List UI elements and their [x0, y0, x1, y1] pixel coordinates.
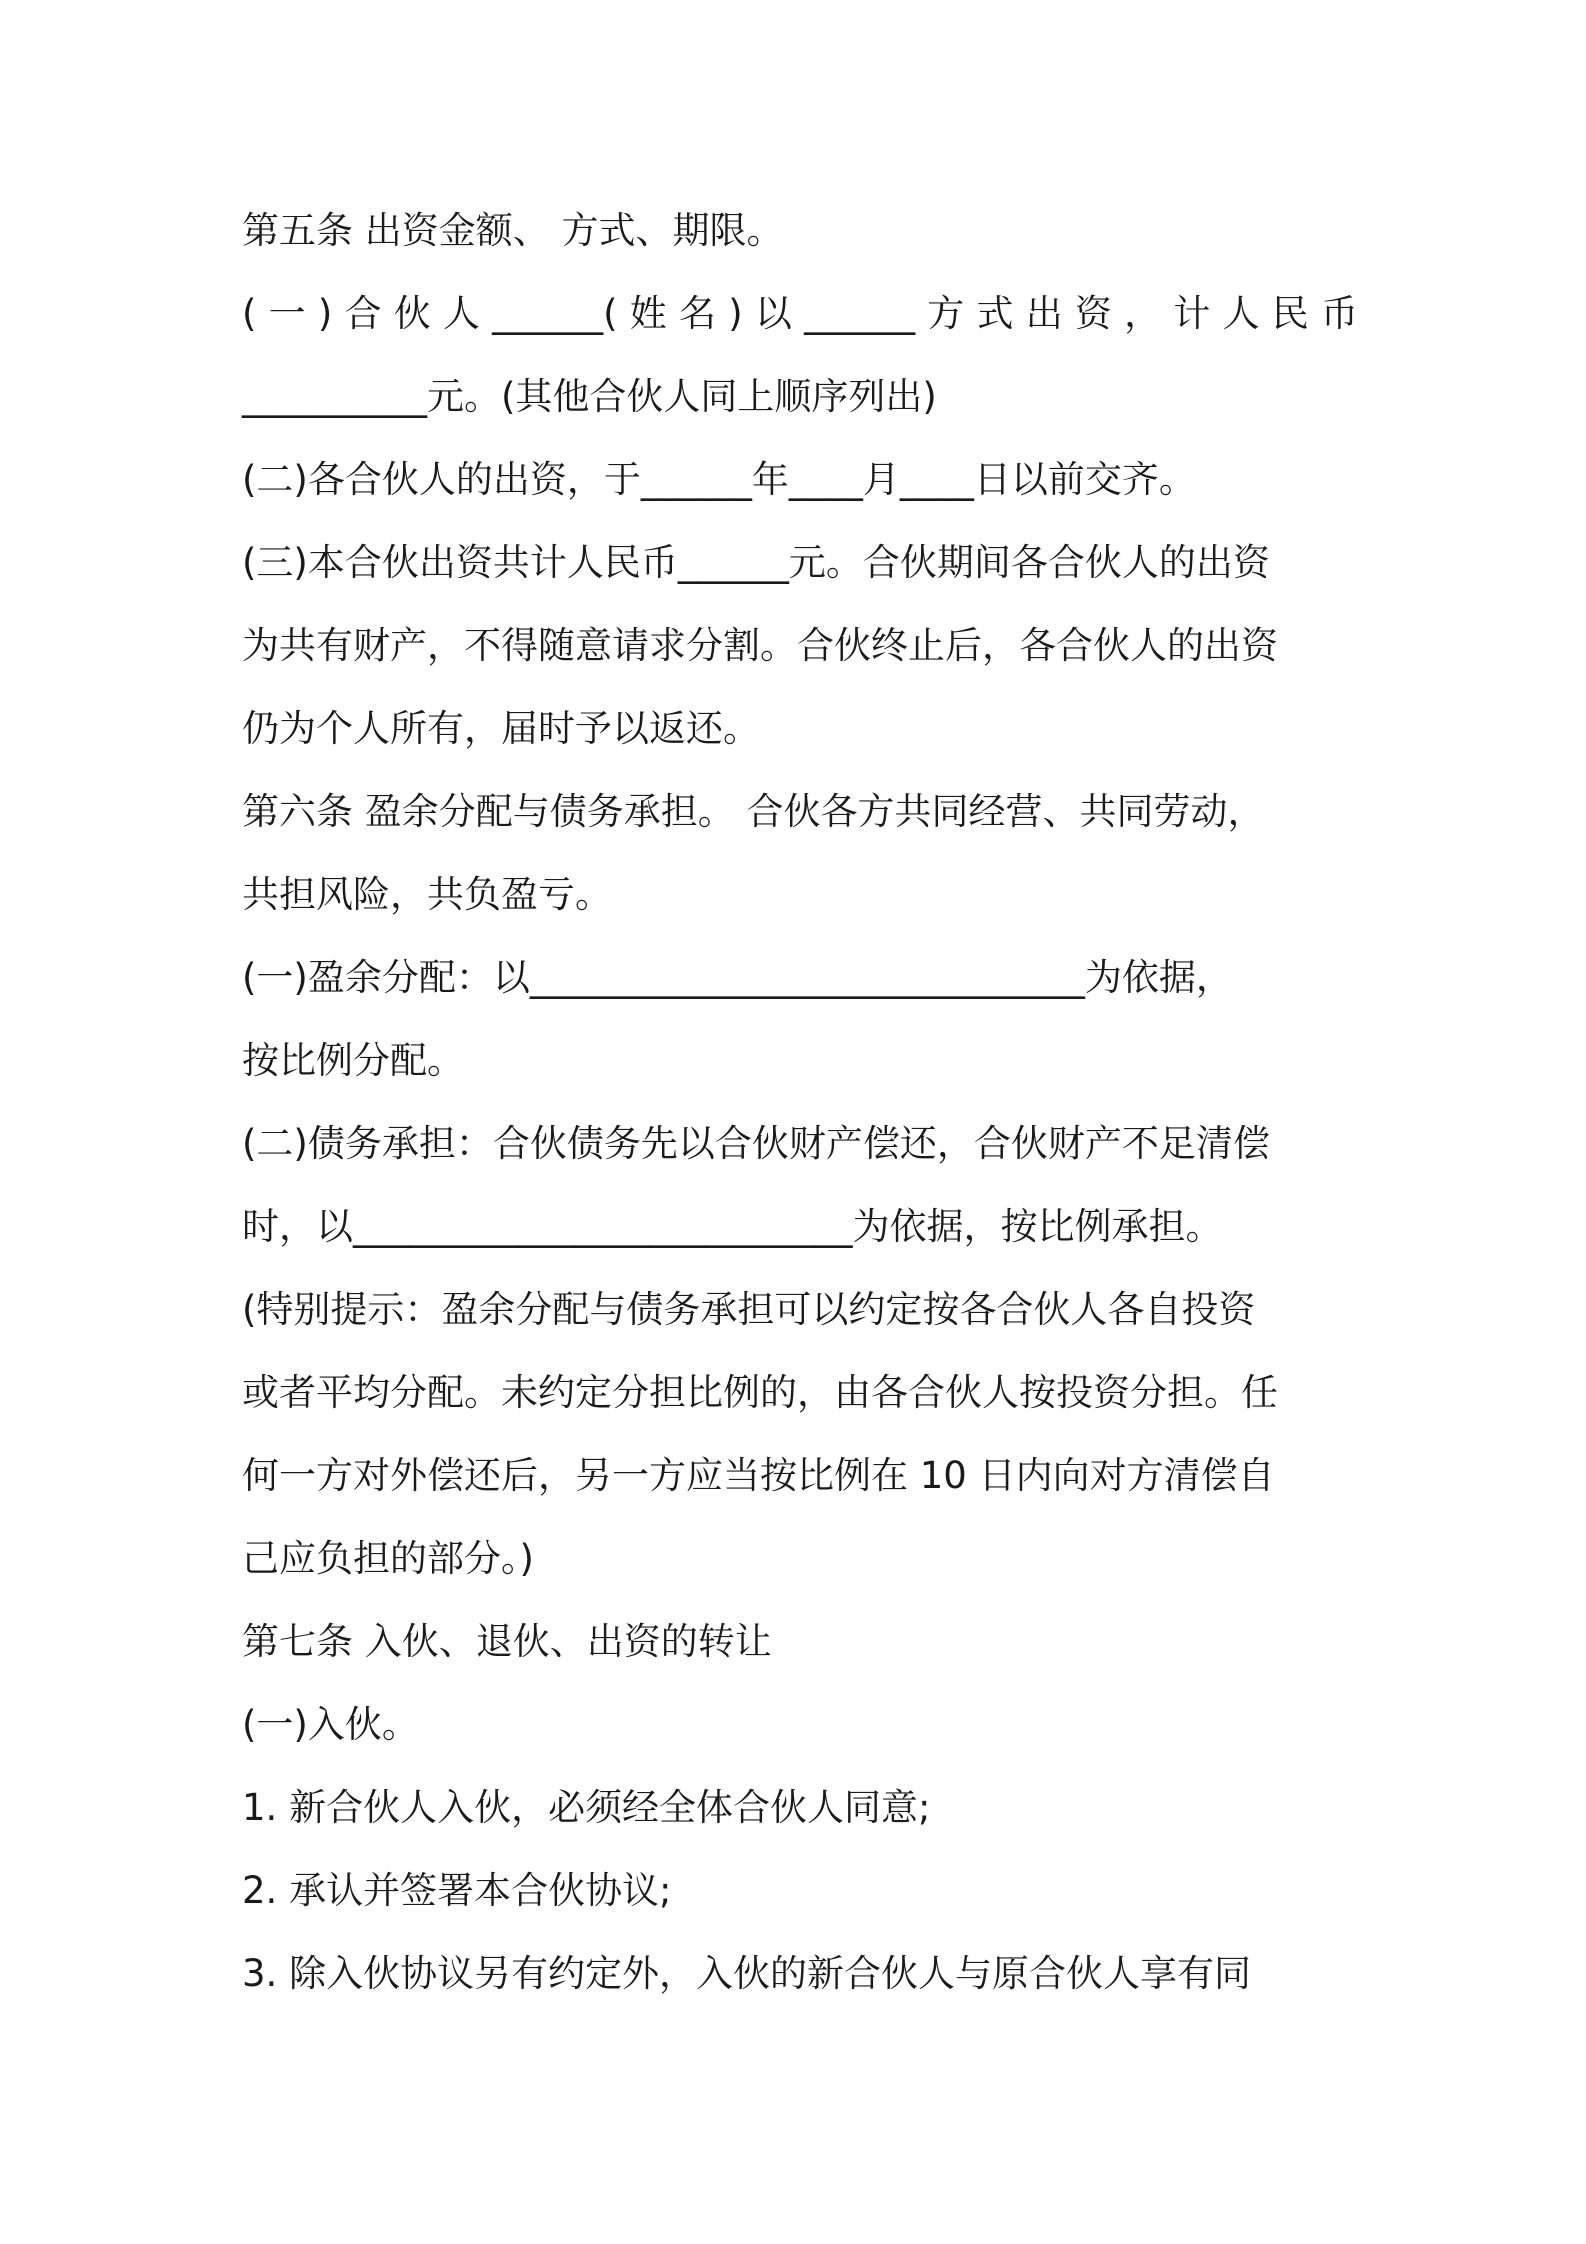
text-line: (一)合伙人______(姓名)以______方式出资，计人民币 [242, 292, 1358, 335]
list-item: 2. 承认并签署本合伙协议; [242, 1869, 672, 1912]
text-line: 共担风险，共负盈亏。 [242, 873, 612, 916]
text-line: (特别提示：盈余分配与债务承担可以约定按各合伙人各自投资 [242, 1288, 1256, 1331]
list-item: 3. 除入伙协议另有约定外，入伙的新合伙人与原合伙人享有同 [242, 1952, 1252, 1995]
text-line: 按比例分配。 [242, 1039, 464, 1082]
document-body [242, 200, 1358, 2026]
text-line: 何一方对外偿还后，另一方应当按比例在 10 日内向对方清偿自 [242, 1454, 1275, 1497]
text-line: (二)债务承担：合伙债务先以合伙财产偿还，合伙财产不足清偿 [242, 1122, 1270, 1165]
text-line: 己应负担的部分。) [242, 1537, 534, 1580]
text-line: (一)盈余分配：以______________________________为依据， [242, 956, 1233, 999]
text-line: __________元。(其他合伙人同上顺序列出) [242, 375, 937, 418]
list-item: 1. 新合伙人入伙，必须经全体合伙人同意; [242, 1786, 931, 1829]
article-7-heading: 第七条 入伙、退伙、出资的转让 [242, 1620, 772, 1663]
text-line: (一)入伙。 [242, 1703, 419, 1746]
text-line: 为共有财产，不得随意请求分割。合伙终止后，各合伙人的出资 [242, 624, 1278, 667]
text-line: (二)各合伙人的出资，于______年____月____日以前交齐。 [242, 458, 1196, 501]
article-5-heading: 第五条 出资金额、 方式、期限。 [242, 209, 784, 252]
text-line: 仍为个人所有，届时予以返还。 [242, 707, 760, 750]
article-6-heading: 第六条 盈余分配与债务承担。 合伙各方共同经营、共同劳动， [242, 790, 1265, 833]
text-line: 或者平均分配。未约定分担比例的，由各合伙人按投资分担。任 [242, 1371, 1278, 1414]
text-line: 时，以___________________________为依据，按比例承担。 [242, 1205, 1223, 1248]
text-line: (三)本合伙出资共计人民币______元。合伙期间各合伙人的出资 [242, 541, 1270, 584]
